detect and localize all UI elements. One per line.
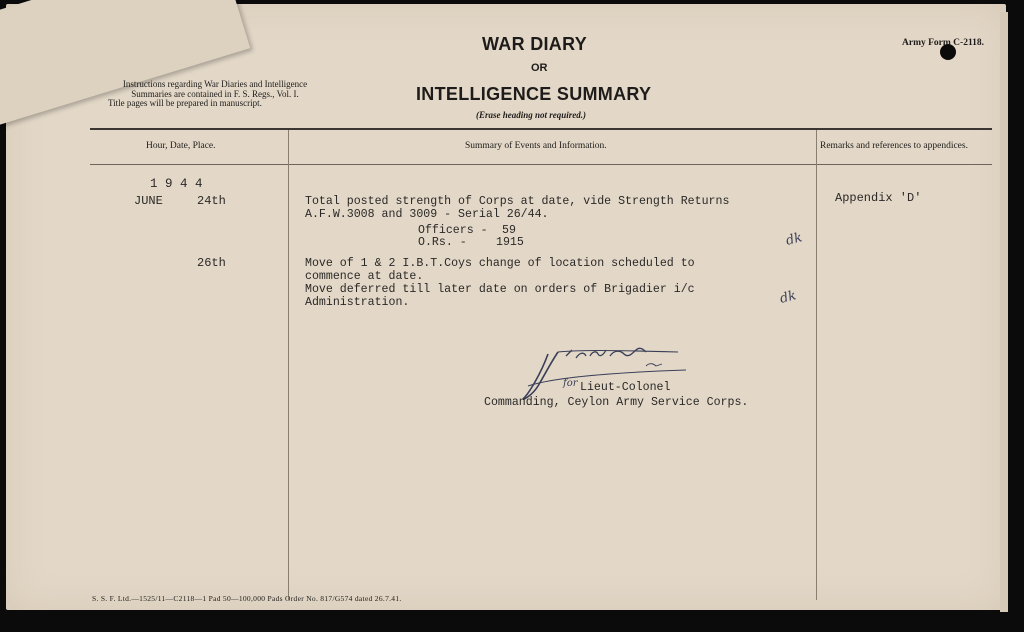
column-divider [816,130,817,600]
column-header-remarks: Remarks and references to appendices. [820,141,968,151]
entry-text: Administration. [305,296,410,309]
title-war-diary: WAR DIARY [482,34,588,54]
ors-value: 1915 [496,236,524,249]
officers-label: Officers - [418,224,488,237]
column-header-summary: Summary of Events and Information. [465,141,607,151]
column-header-rule [90,164,992,165]
entry-day-26: 26th [197,256,226,270]
instructions-block [90,80,340,109]
entry-year: 1 9 4 4 [150,177,203,191]
appendix-reference: Appendix 'D' [835,191,922,205]
instructions-line: Summaries are contained in F. S. Regs., Vol. I. [131,88,299,99]
entry-text: Move of 1 & 2 I.B.T.Coys change of location scheduled to [305,257,695,270]
entry-text: Total posted strength of Corps at date, vide Strength Returns [305,195,730,208]
printer-footer: S. S. F. Ltd.—1525/11—C2118—1 Pad 50—100,000 Pads Order No. 817/G574 dated 26.7.41. [92,594,402,603]
ors-label: O.Rs. - [418,236,467,249]
instructions-line: Title pages will be prepared in manuscript. [108,98,262,108]
signatory-unit: Commanding, Ceylon Army Service Corps. [484,396,749,409]
officers-value: 59 [502,224,516,237]
column-divider [288,130,289,600]
header-rule [90,128,992,130]
entry-text: A.F.W.3008 and 3009 - Serial 26/44. [305,208,549,221]
entry-text: Move deferred till later date on orders of Brigadier i/c [305,283,695,296]
instructions-line: Instructions regarding War Diaries and Intelligence [122,79,308,89]
entry-month: JUNE [134,194,163,208]
title-intelligence-summary: INTELLIGENCE SUMMARY [416,84,652,104]
signature-for-mark: for [563,378,578,389]
erase-note: (Erase heading not required.) [476,110,587,120]
entry-text: commence at date. [305,270,424,283]
handwritten-initials: dk [784,230,804,249]
title-or: OR [531,62,548,74]
entry-day-24: 24th [197,194,226,208]
army-form-number: Army Form C-2118. [902,38,985,48]
signatory-rank: Lieut-Colonel [580,381,671,394]
column-header-hour-date-place: Hour, Date, Place. [146,141,216,151]
handwritten-initials: dk [778,288,798,307]
paper-edge [1000,12,1008,612]
